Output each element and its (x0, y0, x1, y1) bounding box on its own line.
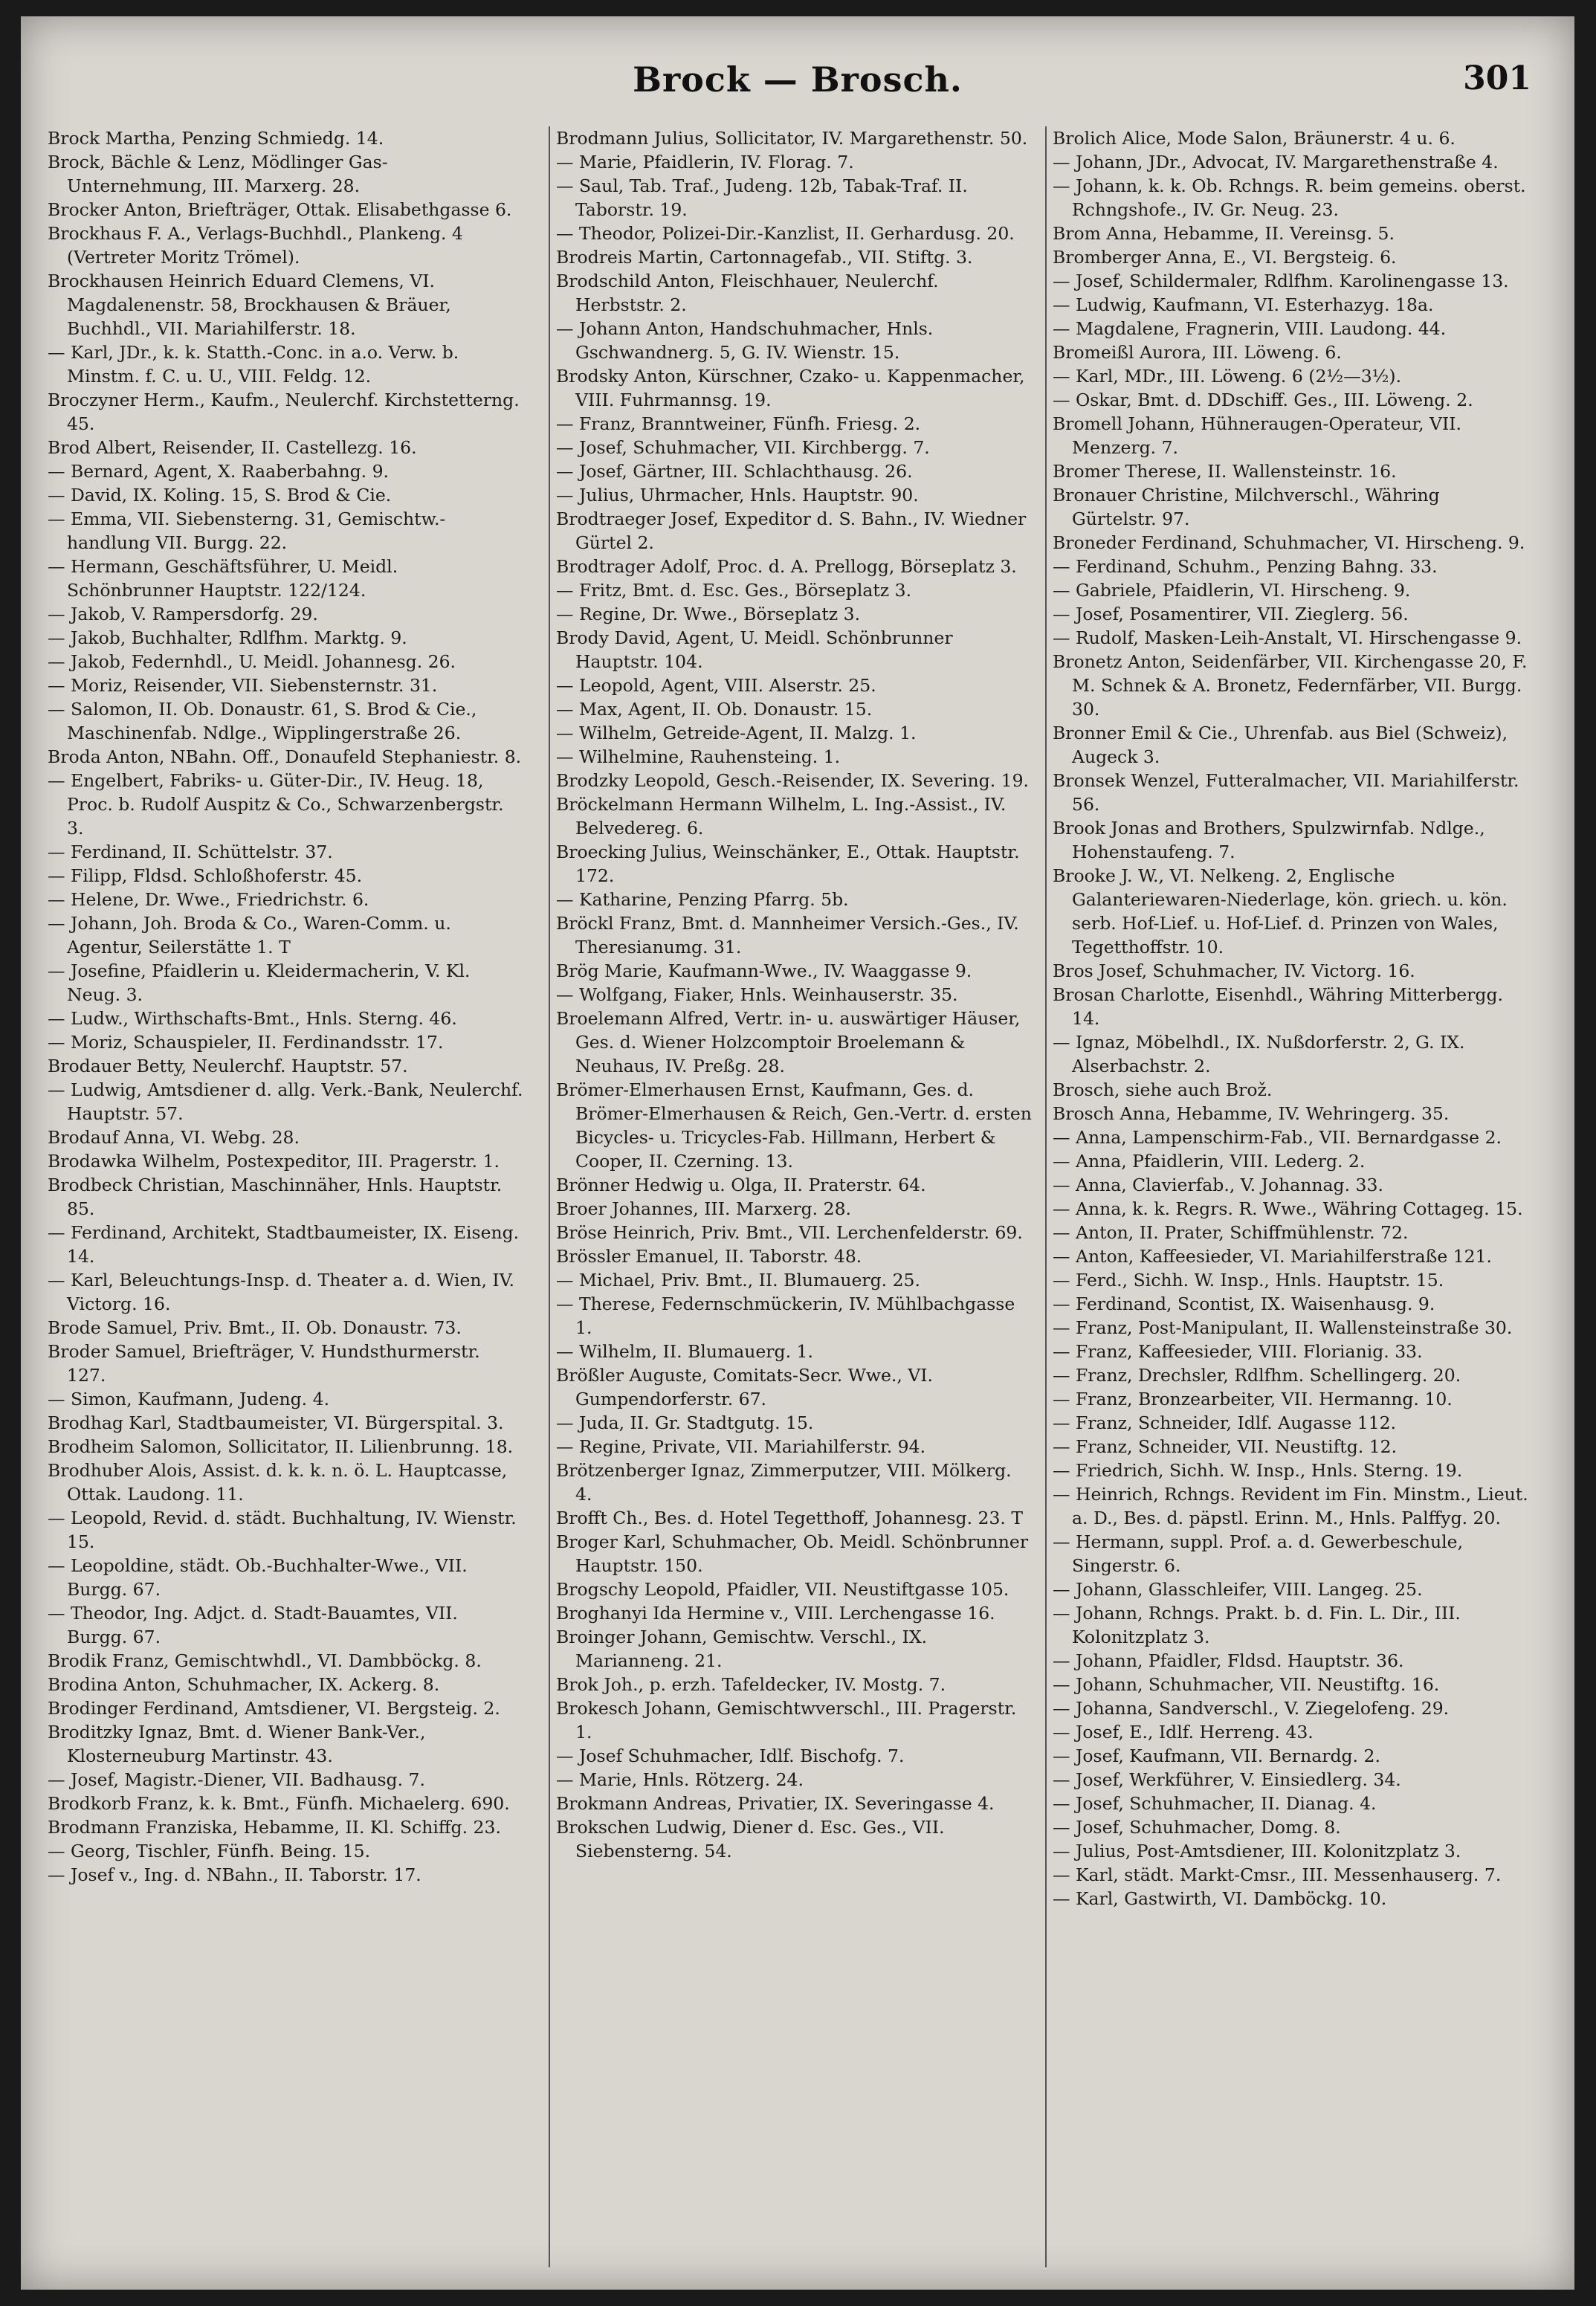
directory-entry: Brodzky Leopold, Gesch.-Reisender, IX. Severing. 19. (556, 770, 1030, 791)
directory-entry: — Julius, Uhrmacher, Hnls. Hauptstr. 90. (556, 485, 919, 506)
directory-entry: — Julius, Post-Amtsdiener, III. Kolonitzplatz 3. (1053, 1841, 1461, 1861)
directory-entry: — Jakob, Federnhdl., U. Meidl. Johannesg. 26. (48, 651, 456, 672)
directory-entry: — Ferdinand, Scontist, IX. Waisenhausg. 9. (1053, 1294, 1435, 1314)
directory-entry: Brodmann Franziska, Hebamme, II. Kl. Schiffg. 23. (48, 1817, 501, 1838)
directory-entry: — Franz, Bronzearbeiter, VII. Hermanng. 10. (1053, 1389, 1453, 1409)
directory-entry: — Marie, Hnls. Rötzerg. 24. (556, 1769, 804, 1790)
directory-entry: — Hermann, Geschäftsführer, U. Meidl. Schönbrunner Hauptstr. 122/124. (48, 556, 398, 601)
directory-entry: — Karl, Gastwirth, VI. Damböckg. 10. (1053, 1888, 1387, 1909)
directory-entry: — Anna, Pfaidlerin, VIII. Lederg. 2. (1053, 1151, 1366, 1172)
directory-entry: — Marie, Pfaidlerin, IV. Florag. 7. (556, 152, 854, 172)
directory-entry: Brody David, Agent, U. Meidl. Schönbrunner Hauptstr. 104. (556, 627, 953, 672)
directory-entry: Brodmann Julius, Sollicitator, IV. Margarethenstr. 50. (556, 128, 1028, 149)
directory-entry: — Josefine, Pfaidlerin u. Kleidermacherin, V. Kl. Neug. 3. (48, 960, 471, 1005)
directory-entry: Brodhag Karl, Stadtbaumeister, VI. Bürgerspital. 3. (48, 1412, 504, 1433)
column-3 (1045, 126, 1528, 2267)
directory-entry: — Regine, Dr. Wwe., Börseplatz 3. (556, 604, 861, 624)
directory-entry: Brodawka Wilhelm, Postexpeditor, III. Pragerstr. 1. (48, 1151, 500, 1172)
directory-entry: — Karl, städt. Markt-Cmsr., III. Messenhauserg. 7. (1053, 1864, 1502, 1885)
directory-entry: Bromer Therese, II. Wallensteinstr. 16. (1053, 461, 1397, 482)
directory-page (21, 16, 1574, 2290)
directory-entry: — Georg, Tischler, Fünfh. Being. 15. (48, 1841, 371, 1861)
directory-entry: — Josef, Werkführer, V. Einsiedlerg. 34. (1053, 1769, 1401, 1790)
directory-entry: — Jakob, Buchhalter, Rdlfhm. Marktg. 9. (48, 627, 407, 648)
directory-entry: — Franz, Kaffeesieder, VIII. Florianig. 33. (1053, 1341, 1423, 1362)
directory-entry: Bronetz Anton, Seidenfärber, VII. Kirchengasse 20, F. M. Schnek & A. Bronetz, Federnfärber, VII. Burgg. 30. (1053, 651, 1528, 720)
directory-entry: — Johann, Rchngs. Prakt. b. d. Fin. L. Dir., III. Kolonitzplatz 3. (1053, 1603, 1461, 1647)
directory-entry: Broer Johannes, III. Marxerg. 28. (556, 1198, 851, 1219)
directory-entry: — Juda, II. Gr. Stadtgutg. 15. (556, 1412, 814, 1433)
directory-entry: Brok Joh., p. erzh. Tafeldecker, IV. Mostg. 7. (556, 1674, 946, 1695)
directory-entry: — Wilhelm, II. Blumauerg. 1. (556, 1341, 813, 1362)
directory-entry: — Leopoldine, städt. Ob.-Buchhalter-Wwe., VII. Burgg. 67. (48, 1555, 468, 1600)
directory-entry: — Anna, k. k. Regrs. R. Wwe., Währing Cottageg. 15. (1053, 1198, 1523, 1219)
directory-entry: Bromell Johann, Hühneraugen-Operateur, VII. Menzerg. 7. (1053, 413, 1462, 458)
directory-entry: — Josef, E., Idlf. Herreng. 43. (1053, 1722, 1314, 1743)
directory-entry: Broczyner Herm., Kaufm., Neulerchf. Kirchstetterng. 45. (48, 390, 520, 434)
directory-entry: — Josef, Schuhmacher, Domg. 8. (1053, 1817, 1341, 1838)
directory-entry: Bronner Emil & Cie., Uhrenfab. aus Biel (Schweiz), Augeck 3. (1053, 723, 1508, 767)
directory-entry: — Wilhelm, Getreide-Agent, II. Malzg. 1. (556, 723, 917, 743)
directory-entry: — Johann, Glasschleifer, VIII. Langeg. 25. (1053, 1579, 1423, 1600)
directory-entry: Brokmann Andreas, Privatier, IX. Severingasse 4. (556, 1793, 995, 1814)
column-2 (549, 126, 1032, 2267)
directory-entry: — Helene, Dr. Wwe., Friedrichstr. 6. (48, 889, 369, 910)
directory-entry: Broneder Ferdinand, Schuhmacher, VI. Hirscheng. 9. (1053, 532, 1525, 553)
directory-entry: Brocker Anton, Briefträger, Ottak. Elisabethgasse 6. (48, 199, 512, 220)
directory-entry: — Jakob, V. Rampersdorfg. 29. (48, 604, 318, 624)
directory-entry: — Karl, MDr., III. Löweng. 6 (2½—3½). (1053, 366, 1402, 387)
directory-entry: Brög Marie, Kaufmann-Wwe., IV. Waaggasse 9. (556, 960, 972, 981)
directory-entry: — Leopold, Revid. d. städt. Buchhaltung, IV. Wienstr. 15. (48, 1508, 517, 1552)
directory-entry: — David, IX. Koling. 15, S. Brod & Cie. (48, 485, 392, 506)
directory-entry: Bröckl Franz, Bmt. d. Mannheimer Versich.-Ges., IV. Theresianumg. 31. (556, 913, 1019, 957)
directory-entry: — Ferd., Sichh. W. Insp., Hnls. Hauptstr. 15. (1053, 1270, 1444, 1291)
directory-entry: Brodina Anton, Schuhmacher, IX. Ackerg. 8. (48, 1674, 440, 1695)
directory-entry: — Josef, Schuhmacher, VII. Kirchbergg. 7. (556, 437, 930, 458)
directory-entry: Brod Albert, Reisender, II. Castellezg. 16. (48, 437, 417, 458)
directory-entry: Brodauer Betty, Neulerchf. Hauptstr. 57. (48, 1056, 408, 1076)
directory-entry: Brode Samuel, Priv. Bmt., II. Ob. Donaustr. 73. (48, 1317, 462, 1338)
directory-entry: — Ludw., Wirthschafts-Bmt., Hnls. Sterng. 46. (48, 1008, 457, 1029)
directory-entry: — Wolfgang, Fiaker, Hnls. Weinhauserstr. 35. (556, 984, 958, 1005)
directory-entry: — Ludwig, Kaufmann, VI. Esterhazyg. 18a. (1053, 294, 1434, 315)
directory-entry: — Leopold, Agent, VIII. Alserstr. 25. (556, 675, 876, 696)
directory-entry: Brötzenberger Ignaz, Zimmerputzer, VIII. Mölkerg. 4. (556, 1460, 1012, 1505)
directory-entry: Brogschy Leopold, Pfaidler, VII. Neustiftgasse 105. (556, 1579, 1009, 1600)
directory-entry: — Saul, Tab. Traf., Judeng. 12b, Tabak-Traf. II. Taborstr. 19. (556, 175, 968, 220)
directory-entry: — Franz, Branntweiner, Fünfh. Friesg. 2. (556, 413, 921, 434)
directory-entry: — Anna, Lampenschirm-Fab., VII. Bernardgasse 2. (1053, 1127, 1502, 1148)
directory-entry: Brodbeck Christian, Maschinnäher, Hnls. Hauptstr. 85. (48, 1175, 503, 1219)
directory-entry: — Fritz, Bmt. d. Esc. Ges., Börseplatz 3. (556, 580, 912, 601)
directory-entry: Brokschen Ludwig, Diener d. Esc. Ges., VII. Siebensterng. 54. (556, 1817, 945, 1861)
directory-entry: Brock Martha, Penzing Schmiedg. 14. (48, 128, 384, 149)
directory-entry: — Ignaz, Möbelhdl., IX. Nußdorferstr. 2, G. IX. Alserbachstr. 2. (1053, 1032, 1465, 1076)
directory-entry: — Johann, Schuhmacher, VII. Neustiftg. 16. (1053, 1674, 1440, 1695)
directory-entry: Brooke J. W., VI. Nelkeng. 2, Englische Galanteriewaren-Niederlage, kön. griech. u. kön. serb. Hof-Lief. u. Hof-Lief. d. Prinzen von Wales, Tegetthoffstr. 10. (1053, 865, 1508, 957)
directory-entry: — Oskar, Bmt. d. DDschiff. Ges., III. Löweng. 2. (1053, 390, 1473, 410)
directory-entry: Broghanyi Ida Hermine v., VIII. Lerchengasse 16. (556, 1603, 995, 1624)
directory-entry: — Johann, Joh. Broda & Co., Waren-Comm. u. Agentur, Seilerstätte 1. T (48, 913, 451, 957)
directory-entry: Brodhuber Alois, Assist. d. k. k. n. ö. L. Hauptcasse, Ottak. Laudong. 11. (48, 1460, 508, 1505)
directory-entry: Bröse Heinrich, Priv. Bmt., VII. Lerchenfelderstr. 69. (556, 1222, 1023, 1243)
directory-entry: Bronauer Christine, Milchverschl., Währing Gürtelstr. 97. (1053, 485, 1440, 529)
directory-entry: — Josef v., Ing. d. NBahn., II. Taborstr. 17. (48, 1864, 421, 1885)
directory-entry: Brockhaus F. A., Verlags-Buchhdl., Plankeng. 4 (Vertreter Moritz Trömel). (48, 223, 463, 268)
directory-entry: — Ferdinand, Schuhm., Penzing Bahng. 33. (1053, 556, 1438, 577)
directory-entry: — Johann Anton, Handschuhmacher, Hnls. Gschwandnerg. 5, G. IV. Wienstr. 15. (556, 318, 934, 363)
directory-entry: Brofft Ch., Bes. d. Hotel Tegetthoff, Johannesg. 23. T (556, 1508, 1024, 1528)
directory-entry: Brodinger Ferdinand, Amtsdiener, VI. Bergsteig. 2. (48, 1698, 500, 1719)
directory-entry: — Moriz, Reisender, VII. Siebensternstr. 31. (48, 675, 438, 696)
directory-entry: — Salomon, II. Ob. Donaustr. 61, S. Brod & Cie., Maschinenfab. Ndlge., Wipplingerstraße 26. (48, 699, 477, 743)
directory-entry: — Franz, Drechsler, Rdlfhm. Schellingerg. 20. (1053, 1365, 1461, 1386)
directory-entry: Brodreis Martin, Cartonnagefab., VII. Stiftg. 3. (556, 247, 973, 268)
directory-entry: Brömer-Elmerhausen Ernst, Kaufmann, Ges. d. Brömer-Elmerhausen & Reich, Gen.-Vertr. d. ersten Bicycles- u. Tricycles-Fab. Hillmann, Herbert & Cooper, II. Czerning. 13. (556, 1079, 1032, 1172)
directory-entry: — Josef, Schuhmacher, II. Dianag. 4. (1053, 1793, 1377, 1814)
directory-entry: — Hermann, suppl. Prof. a. d. Gewerbeschule, Singerstr. 6. (1053, 1531, 1464, 1576)
directory-entry: — Max, Agent, II. Ob. Donaustr. 15. (556, 699, 873, 720)
directory-entry: Bros Josef, Schuhmacher, IV. Victorg. 16. (1053, 960, 1415, 981)
directory-entry: Brodschild Anton, Fleischhauer, Neulerchf. Herbststr. 2. (556, 271, 939, 315)
directory-entry: Broda Anton, NBahn. Off., Donaufeld Stephaniestr. 8. (48, 746, 522, 767)
directory-entry: — Josef Schuhmacher, Idlf. Bischofg. 7. (556, 1745, 905, 1766)
directory-entry: Brosch Anna, Hebamme, IV. Wehringerg. 35. (1053, 1103, 1450, 1124)
directory-entry: — Josef, Kaufmann, VII. Bernardg. 2. (1053, 1745, 1380, 1766)
directory-entry: Brodheim Salomon, Sollicitator, II. Lilienbrunng. 18. (48, 1436, 514, 1457)
directory-entry: Brook Jonas and Brothers, Spulzwirnfab. Ndlge., Hohenstaufeng. 7. (1053, 818, 1485, 862)
directory-entry: — Ferdinand, Architekt, Stadtbaumeister, IX. Eiseng. 14. (48, 1222, 520, 1267)
directory-entry: Bromberger Anna, E., VI. Bergsteig. 6. (1053, 247, 1397, 268)
directory-entry: — Michael, Priv. Bmt., II. Blumauerg. 25. (556, 1270, 920, 1291)
directory-entry: Brössler Emanuel, II. Taborstr. 48. (556, 1246, 862, 1267)
directory-entry: Brokesch Johann, Gemischtwverschl., III. Pragerstr. 1. (556, 1698, 1017, 1743)
directory-entry: Broder Samuel, Briefträger, V. Hundsthurmerstr. 127. (48, 1341, 480, 1386)
directory-entry: Brodkorb Franz, k. k. Bmt., Fünfh. Michaelerg. 690. (48, 1793, 510, 1814)
directory-entry: — Johann, JDr., Advocat, IV. Margarethenstraße 4. (1053, 152, 1499, 172)
directory-entry: Broinger Johann, Gemischtw. Verschl., IX. Marianneng. 21. (556, 1627, 928, 1671)
page-number: 301 (1463, 59, 1531, 97)
directory-entry: — Magdalene, Fragnerin, VIII. Laudong. 44. (1053, 318, 1447, 339)
running-title: Brock — Brosch. (633, 59, 963, 100)
directory-entry: — Karl, Beleuchtungs-Insp. d. Theater a. d. Wien, IV. Victorg. 16. (48, 1270, 515, 1314)
directory-entry: — Josef, Schildermaler, Rdlfhm. Karolinengasse 13. (1053, 271, 1509, 291)
directory-entry: Brosan Charlotte, Eisenhdl., Währing Mitterbergg. 14. (1053, 984, 1503, 1029)
directory-entry: — Simon, Kaufmann, Judeng. 4. (48, 1389, 330, 1409)
directory-entry: Brom Anna, Hebamme, II. Vereinsg. 5. (1053, 223, 1395, 244)
directory-entry: Bromeißl Aurora, III. Löweng. 6. (1053, 342, 1342, 363)
directory-entry: Broditzky Ignaz, Bmt. d. Wiener Bank-Ver., Klosterneuburg Martinstr. 43. (48, 1722, 426, 1766)
directory-entry: Brolich Alice, Mode Salon, Bräunerstr. 4 u. 6. (1053, 128, 1456, 149)
directory-entry: — Johann, Pfaidler, Fldsd. Hauptstr. 36. (1053, 1650, 1404, 1671)
directory-entry: — Franz, Schneider, Idlf. Augasse 112. (1053, 1412, 1397, 1433)
directory-entry: — Johann, k. k. Ob. Rchngs. R. beim gemeins. oberst. Rchngshofe., IV. Gr. Neug. 23. (1053, 175, 1526, 220)
directory-entry: — Johanna, Sandverschl., V. Ziegelofeng. 29. (1053, 1698, 1450, 1719)
directory-entry: Brodtraeger Josef, Expeditor d. S. Bahn., IV. Wiedner Gürtel 2. (556, 508, 1027, 553)
directory-entry: Bronsek Wenzel, Futteralmacher, VII. Mariahilferstr. 56. (1053, 770, 1519, 815)
page-header (21, 59, 1574, 119)
directory-entry: Brodtrager Adolf, Proc. d. A. Prellogg, Börseplatz 3. (556, 556, 1017, 577)
directory-entry: — Friedrich, Sichh. W. Insp., Hnls. Sterng. 19. (1053, 1460, 1463, 1481)
directory-entry: — Josef, Posamentirer, VII. Zieglerg. 56. (1053, 604, 1409, 624)
directory-entry: — Emma, VII. Siebensterng. 31, Gemischtw.-handlung VII. Burgg. 22. (48, 508, 446, 553)
directory-entry: Brodik Franz, Gemischtwhdl., VI. Dambböckg. 8. (48, 1650, 482, 1671)
directory-entry: Brodsky Anton, Kürschner, Czako- u. Kappenmacher, VIII. Fuhrmannsg. 19. (556, 366, 1025, 410)
directory-entry: — Regine, Private, VII. Mariahilferstr. 94. (556, 1436, 926, 1457)
directory-entry: Broelemann Alfred, Vertr. in- u. auswärtiger Häuser, Ges. d. Wiener Holzcomptoir Broelemann & Neuhaus, IV. Preßg. 28. (556, 1008, 1021, 1076)
directory-entry: — Anton, Kaffeesieder, VI. Mariahilferstraße 121. (1053, 1246, 1493, 1267)
directory-entry: — Engelbert, Fabriks- u. Güter-Dir., IV. Heug. 18, Proc. b. Rudolf Auspitz & Co., Schwarzenbergstr. 3. (48, 770, 504, 839)
directory-entry: Brodauf Anna, VI. Webg. 28. (48, 1127, 300, 1148)
directory-entry: — Heinrich, Rchngs. Revident im Fin. Minstm., Lieut. a. D., Bes. d. päpstl. Erinn. M., Hnls. Palffyg. 20. (1053, 1484, 1528, 1528)
directory-entry: — Katharine, Penzing Pfarrg. 5b. (556, 889, 849, 910)
directory-entry: Broger Karl, Schuhmacher, Ob. Meidl. Schönbrunner Hauptstr. 150. (556, 1531, 1029, 1576)
directory-entry: Brönner Hedwig u. Olga, II. Praterstr. 64. (556, 1175, 926, 1195)
directory-entry: — Theodor, Ing. Adjct. d. Stadt-Bauamtes, VII. Burgg. 67. (48, 1603, 458, 1647)
directory-entry: — Anton, II. Prater, Schiffmühlenstr. 72. (1053, 1222, 1409, 1243)
directory-entry: Brößler Auguste, Comitats-Secr. Wwe., VI. Gumpendorferstr. 67. (556, 1365, 934, 1409)
directory-entry: — Josef, Gärtner, III. Schlachthausg. 26. (556, 461, 913, 482)
directory-entry: — Ferdinand, II. Schüttelstr. 37. (48, 842, 333, 862)
directory-entry: — Theodor, Polizei-Dir.-Kanzlist, II. Gerhardusg. 20. (556, 223, 1015, 244)
directory-entry: — Bernard, Agent, X. Raaberbahng. 9. (48, 461, 390, 482)
directory-entry: — Moriz, Schauspieler, II. Ferdinandsstr. 17. (48, 1032, 444, 1053)
directory-entry: — Filipp, Fldsd. Schloßhoferstr. 45. (48, 865, 363, 886)
directory-entry: — Anna, Clavierfab., V. Johannag. 33. (1053, 1175, 1383, 1195)
directory-entry: Brock, Bächle & Lenz, Mödlinger Gas-Unternehmung, III. Marxerg. 28. (48, 152, 388, 196)
directory-entry: — Franz, Post-Manipulant, II. Wallensteinstraße 30. (1053, 1317, 1513, 1338)
directory-entry: Brockhausen Heinrich Eduard Clemens, VI. Magdalenenstr. 58, Brockhausen & Bräuer, Buchhdl., VII. Mariahilferstr. 18. (48, 271, 451, 339)
directory-entry: — Rudolf, Masken-Leih-Anstalt, VI. Hirschengasse 9. (1053, 627, 1522, 648)
directory-entry: — Gabriele, Pfaidlerin, VI. Hirscheng. 9. (1053, 580, 1411, 601)
directory-entry: — Wilhelmine, Rauhensteing. 1. (556, 746, 841, 767)
directory-entry: Bröckelmann Hermann Wilhelm, L. Ing.-Assist., IV. Belvedereg. 6. (556, 794, 1007, 839)
column-1 (48, 126, 523, 2267)
directory-entry: — Josef, Magistr.-Diener, VII. Badhausg. 7. (48, 1769, 425, 1790)
directory-entry: Broecking Julius, Weinschänker, E., Ottak. Hauptstr. 172. (556, 842, 1020, 886)
directory-entry: — Karl, JDr., k. k. Statth.-Conc. in a.o. Verw. b. Minstm. f. C. u. U., VIII. Feldg. 12. (48, 342, 459, 387)
directory-entry: — Ludwig, Amtsdiener d. allg. Verk.-Bank, Neulerchf. Hauptstr. 57. (48, 1079, 523, 1124)
directory-entry: — Franz, Schneider, VII. Neustiftg. 12. (1053, 1436, 1398, 1457)
directory-entry: Brosch, siehe auch Brož. (1053, 1079, 1273, 1100)
directory-entry: — Therese, Federnschmückerin, IV. Mühlbachgasse 1. (556, 1294, 1015, 1338)
